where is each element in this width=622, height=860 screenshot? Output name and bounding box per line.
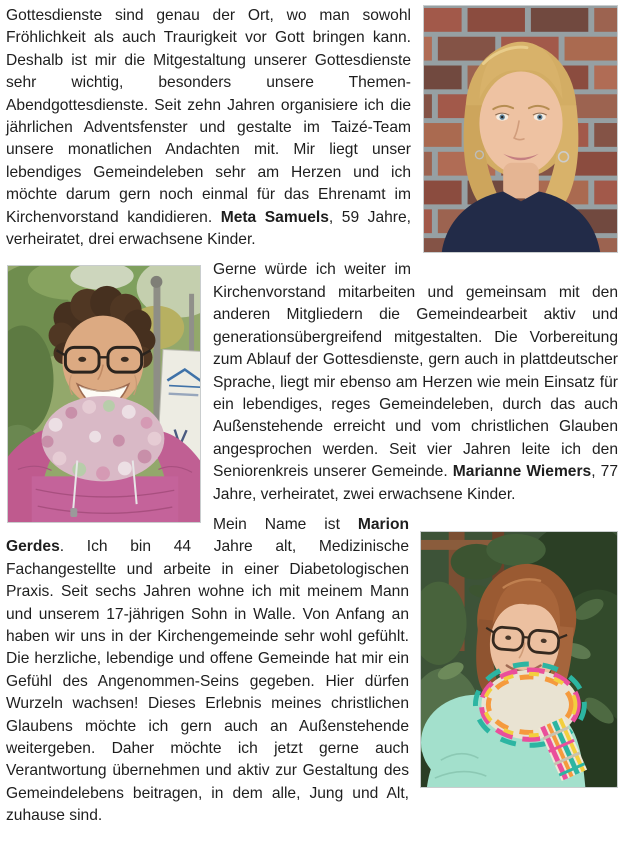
bio-text-before-name: Gerne würde ich weiter im Kirchenvorstand mitarbeiten und gemeinsam mit den anderen Mitgliedern die Gemeindearbeit aktiv und generationsübergreifend mitgestalten. Die Vorbereitung zum Ablauf der Gottesdienste, gern auch in plattdeutscher Sprache, liegt mir ebenso am Herzen wie mein Einsatz für ein lebendiges, reges Gemeindeleben, durch das auch Außenstehende erreicht und vom christlichen Glauben angesprochen werden. Seit vier Jahren leite ich den Seniorenkreis unserer Gemeinde. <box>213 261 618 481</box>
bio-text-after-name: . Ich bin 44 Jahre alt, Medizinische Fachangestellte und arbeite in einer Diabetologischen Praxis. Seit sechs Jahren wohne ich mit meinem Mann und unserem 17-jährigen Sohn in Walle. Von Anfang an haben wir uns in der Kirchengemeinde sehr wohl gefühlt. Die herzliche, lebendige und offene Gemeinde hat mir ein Gefühl des Angenommen-Seins gegeben. Hier dürfen Wurzeln wachsen! Dieses Erlebnis meines christlichen Glaubens möchte ich gern auch an Außenstehende weitergeben. Daher möchte ich jetzt gerne auch Verantwortung übernehmen und aktiv zur Gestaltung des Gemeindelebens beitragen, in dem alle, Jung und Alt, zuhause sind. <box>6 538 409 825</box>
photo-marion-gerdes <box>420 531 618 788</box>
bio-text-before-name: Mein Name ist <box>213 515 358 533</box>
candidate-name-meta-samuels: Meta Samuels <box>220 208 329 226</box>
photo-meta-samuels <box>423 5 618 253</box>
portrait-marion-gerdes-illustration <box>421 532 617 787</box>
bio-text-after-name: , 59 Jahre, verheiratet, drei erwachsene Kinder. <box>6 208 411 249</box>
bio-text-after-name: , 77 Jahre, verheiratet, zwei erwachsene Kinder. <box>213 463 618 503</box>
candidate-name-marianne-wiemers: Marianne Wiemers <box>452 463 592 481</box>
portrait-marianne-wiemers-illustration <box>8 266 200 522</box>
bio-text-before-name: Gottesdienste sind genau der Ort, wo man sowohl Fröhlichkeit als auch Traurigkeit vor Gott bringen kann. Deshalb ist mir die Mitgestaltung unserer Gottesdienste sehr wichtig, besonders unsere Themen-Abendgottesdienste. Seit zehn Jahren organisiere ich die jährlichen Adventsfenster und gestalte im Taizé-Team unsere monatlichen Andachten mit. Mir liegt unser lebendiges Gemeindeleben sehr am Herzen und ich möchte darum gern noch einmal für das Ehrenamt im Kirchenvorstand kandidieren. <box>6 7 411 226</box>
candidate-name-marion-gerdes: Marion Gerdes <box>6 515 409 556</box>
portrait-meta-samuels-illustration <box>424 6 617 252</box>
photo-marianne-wiemers <box>7 265 201 523</box>
